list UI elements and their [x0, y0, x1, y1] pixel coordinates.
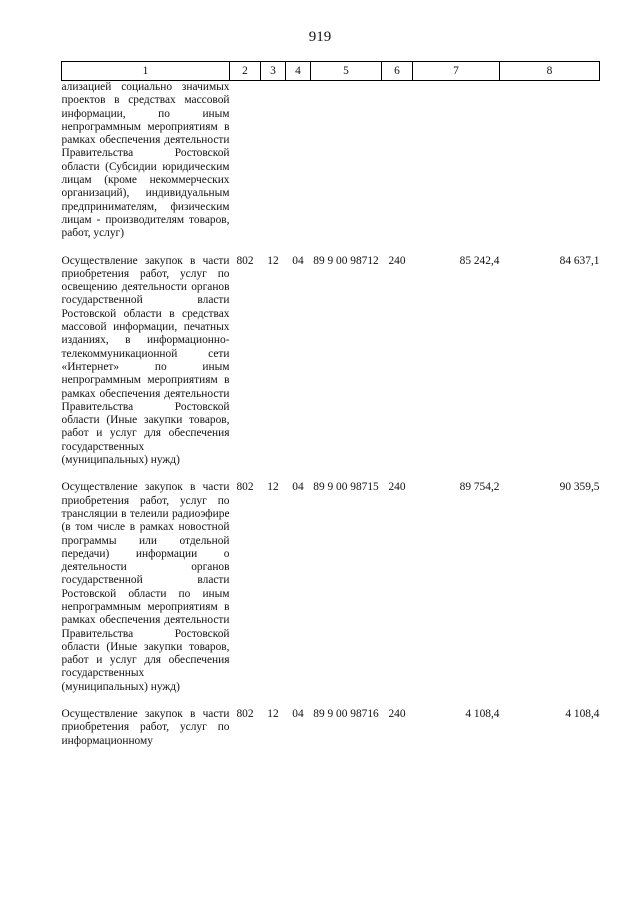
- row-subsection-code: 04: [292, 708, 304, 721]
- row-amount-year1: 4 108,4: [465, 708, 500, 721]
- row-description: Осуществление закупок в части приобретения работ, услуг по трансляции в телеили радиоэфире (в том числе в рамках новостной программы или отдельной передачи) информации о деятельности органов государственной власти Ростовской области по иным непрограммным мероприятиям в рамках обеспечения деятельности Правительства Ростовской области (Иные закупки товаров, работ и услуг для обеспечения государственных (муниципальных) нужд): [61, 481, 230, 693]
- column-header-amount-year2: 8: [500, 62, 600, 81]
- row-description: Осуществление закупок в части приобретения работ, услуг по освещению деятельности органов государственной власти Ростовской области в средствах массовой информации, печатных изданиях, в информационно-телекоммуникационной сети «Интернет» по иным непрограммным мероприятиям в рамках обеспечения деятельности Правительства Ростовской области (Иные закупки товаров, работ и услуг для обеспечения государственных (муниципальных) нужд): [61, 254, 230, 467]
- row-subsection-code: 04: [292, 254, 304, 267]
- column-header-amount-year1: 7: [413, 62, 500, 81]
- column-header-description: 1: [62, 62, 230, 81]
- column-header-section: 3: [261, 62, 286, 81]
- row-section-code: 12: [267, 254, 279, 267]
- page-number: 919: [308, 29, 332, 45]
- row-ministry-code: 802: [236, 481, 254, 494]
- row-amount-year1: 89 754,2: [459, 481, 500, 494]
- row-target-article: 89 9 00 98716: [313, 708, 379, 721]
- row-amount-year2: 4 108,4: [565, 708, 600, 721]
- row-subsection-code: 04: [292, 481, 304, 494]
- row-expense-type: 240: [388, 254, 406, 267]
- row-description: Осуществление закупок в части приобретения работ, услуг по информационному: [61, 708, 230, 747]
- row-amount-year1: 85 242,4: [459, 254, 500, 267]
- budget-table: [61, 61, 600, 748]
- table-row: [62, 255, 600, 468]
- column-header-ministry: 2: [230, 62, 261, 81]
- row-expense-type: 240: [388, 708, 406, 721]
- row-target-article: 89 9 00 98715: [313, 481, 379, 494]
- row-ministry-code: 802: [236, 254, 254, 267]
- row-amount-year2: 90 359,5: [559, 481, 600, 494]
- table-header: [62, 62, 600, 81]
- row-section-code: 12: [267, 708, 279, 721]
- row-expense-type: 240: [388, 481, 406, 494]
- row-section-code: 12: [267, 481, 279, 494]
- table-row-continuation: [62, 81, 600, 241]
- row-ministry-code: 802: [236, 708, 254, 721]
- row-target-article: 89 9 00 98712: [313, 254, 379, 267]
- row-description: ализацией социально значимых проектов в средствах массовой информации, по иным непрограммным мероприятиям в рамках обеспечения деятельности Правительства Ростовской области (Субсидии юридическим лицам (кроме некоммерческих организаций), индивидуальным предпринимателям, физическим лицам - производителям товаров, работ, услуг): [61, 81, 230, 240]
- column-header-expense-type: 6: [382, 62, 413, 81]
- column-header-subsection: 4: [286, 62, 311, 81]
- row-amount-year2: 84 637,1: [559, 254, 600, 267]
- table-row: [62, 481, 600, 694]
- table-row: [62, 708, 600, 748]
- column-header-target-article: 5: [311, 62, 382, 81]
